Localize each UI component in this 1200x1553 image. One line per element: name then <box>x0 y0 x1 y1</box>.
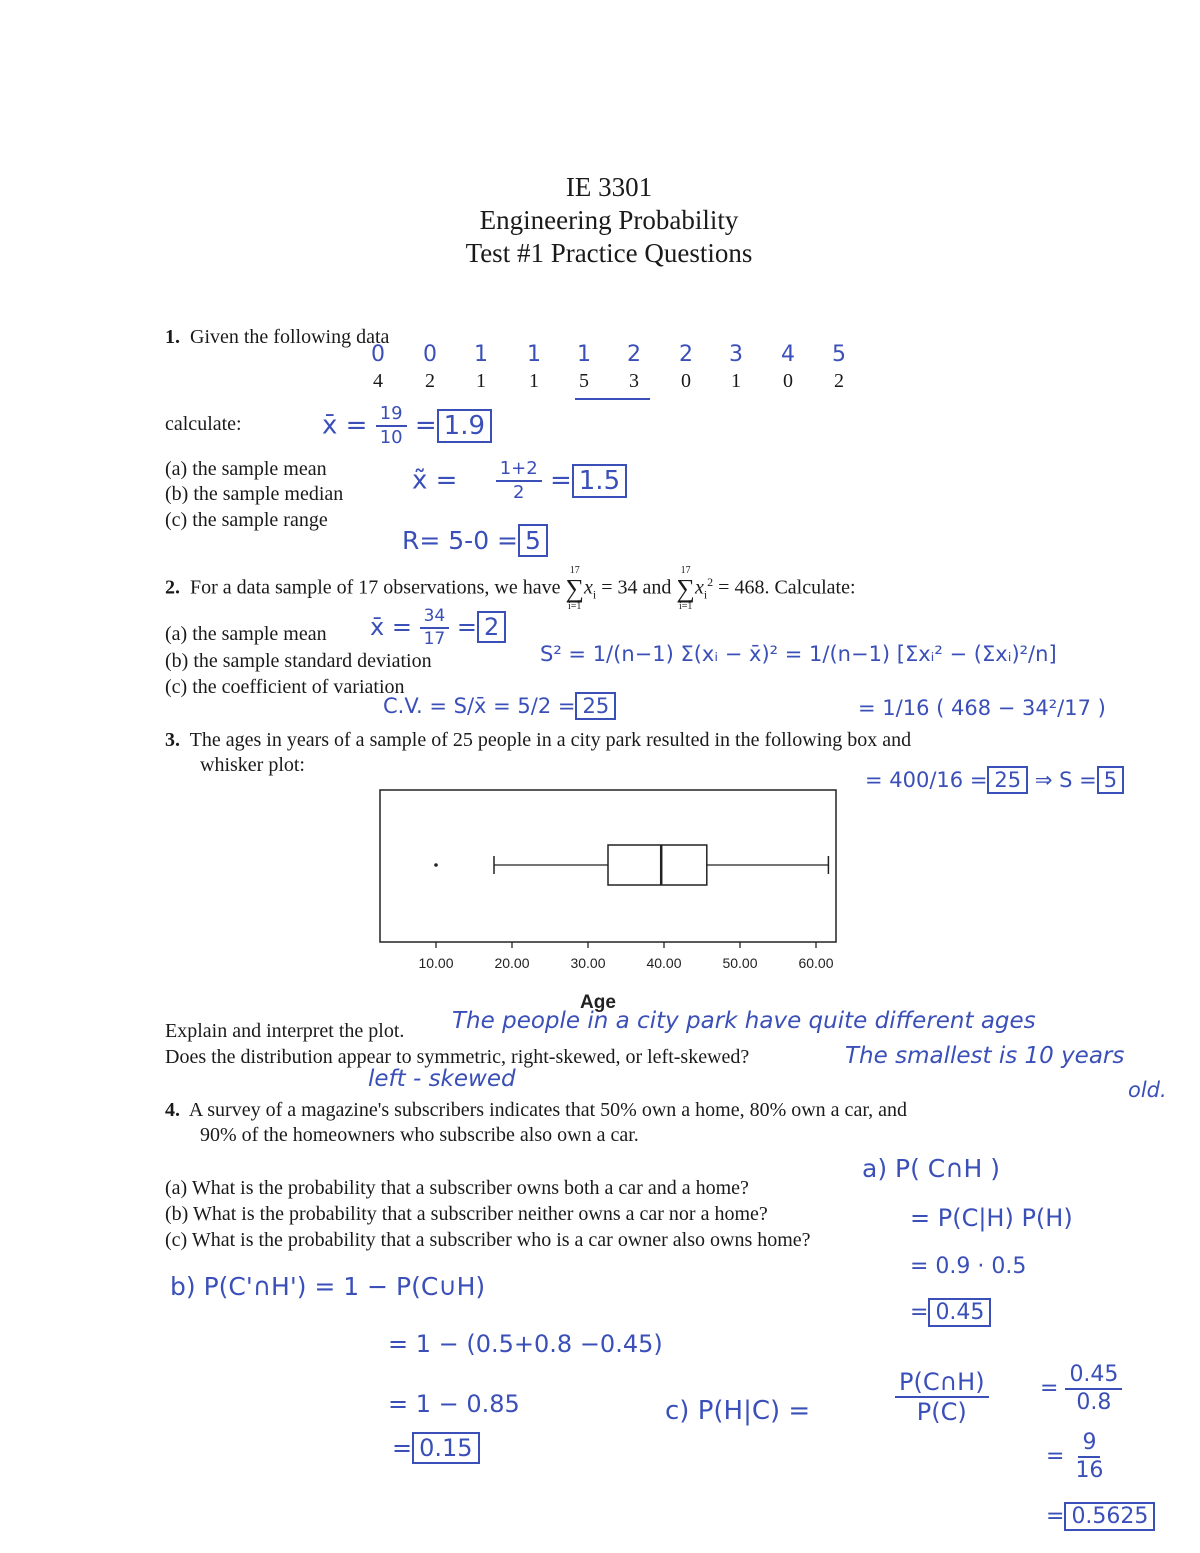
box-plot <box>370 780 850 1020</box>
q1-median-answer: 1.5 <box>572 464 627 498</box>
q1-data-value: 1 <box>731 370 741 392</box>
q1-data-value: 0 <box>681 370 691 392</box>
q1-data-value: 1 <box>476 370 486 392</box>
q1-sorted-value: 1 <box>577 342 591 367</box>
x-axis-label: Age <box>580 992 616 1013</box>
q4-part-a: (a) What is the probability that a subscriber owns both a car and a home? <box>165 1177 749 1199</box>
q1-data-value: 2 <box>834 370 844 392</box>
q1-data-value: 4 <box>373 370 383 392</box>
q1-range-answer: 5 <box>518 524 548 557</box>
q4a-line3: = 0.9 · 0.5 <box>910 1254 1027 1279</box>
x-tick-label: 10.00 <box>418 955 454 971</box>
q2-variance-line3: = 400/16 = 25 ⇒ S = 5 <box>865 768 1124 792</box>
q1-sorted-value: 0 <box>423 342 437 367</box>
outlier-point <box>434 863 438 867</box>
q1-range-work: R= 5-0 = 5 <box>402 526 548 555</box>
q4a-answer: 0.45 <box>928 1298 991 1327</box>
q4c-decimal-fraction: = $\frac{0.45}{0.8}$ <box>1040 1364 1122 1414</box>
q1-data-value: 0 <box>783 370 793 392</box>
x-tick-label: 30.00 <box>570 955 606 971</box>
q2-prompt: 2. For a data sample of 17 observations, we have 17 ∑ i=1 $x_i = 34$ and 17 ∑ i=1 $x_i^2 = 468$. Calculate: <box>165 565 856 612</box>
q1-mean-answer: 1.9 <box>437 409 492 443</box>
course-title: Engineering Probability <box>479 205 739 235</box>
x-tick-label: 50.00 <box>722 955 758 971</box>
q2-mean-work: x̄ = $\frac{34}{17}$ = 2 <box>370 608 506 648</box>
q4-prompt-line1: 4. A survey of a magazine's subscribers indicates that 50% own a home, 80% own a car, and <box>165 1099 908 1121</box>
q1-mean-work: x̄ = $\frac{19}{10}$ = 1.9 <box>322 405 492 447</box>
q1-sorted-value: 2 <box>679 342 693 367</box>
q1-sorted-value: 4 <box>781 342 795 367</box>
q2-cv-work: C.V. = S/x̄ = 5/2 = 25 <box>383 694 616 718</box>
q4-part-b: (b) What is the probability that a subscriber neither owns a car nor a home? <box>165 1203 768 1225</box>
q1-sorted-value: 1 <box>474 342 488 367</box>
q3-smallest-note-end: old. <box>1128 1078 1167 1102</box>
q3-explain-answer: The people in a city park have quite different ages <box>452 1008 1036 1034</box>
q4-part-c: (c) What is the probability that a subscriber who is a car owner also owns home? <box>165 1229 811 1251</box>
q3-skew-answer: left - skewed <box>368 1066 516 1092</box>
q2-variance-line1: S² = 1/(n−1) Σ(xᵢ − x̄)² = 1/(n−1) [Σxᵢ² − (Σxᵢ)²/n] <box>540 642 1057 666</box>
q4b-line3: = 1 − 0.85 <box>388 1390 520 1418</box>
q3-smallest-note: The smallest is 10 years <box>845 1043 1125 1069</box>
q4a-line2: = P(C|H) P(H) <box>910 1204 1073 1232</box>
q2-part-c: (c) the coefficient of variation <box>165 676 405 698</box>
q4c-simplified-fraction: = $\frac{9}{16}$ <box>1046 1430 1104 1483</box>
q1-prompt: 1. Given the following data <box>165 326 390 348</box>
q4c-fraction: $\frac{P(C\cap H)}{P(C)}$ <box>895 1370 989 1424</box>
q4b-line2: = 1 − (0.5+0.8 −0.45) <box>388 1330 663 1358</box>
q2-variance-answer: 25 <box>987 766 1028 794</box>
q3-prompt-line2: whisker plot: <box>200 754 305 776</box>
q1-sorted-value: 5 <box>832 342 846 367</box>
q2-mean-answer: 2 <box>477 611 506 643</box>
q1-median-work: x̃ = $\frac{1+2}{2}$ = 1.5 <box>412 460 627 502</box>
q1-sorted-value: 3 <box>729 342 743 367</box>
x-tick-label: 60.00 <box>798 955 834 971</box>
x-tick-label: 40.00 <box>646 955 682 971</box>
q2-cv-answer: 25 <box>575 692 616 720</box>
q1-sorted-value: 2 <box>627 342 641 367</box>
q1-part-a: (a) the sample mean <box>165 458 327 480</box>
q1-data-value: 1 <box>529 370 539 392</box>
q2-variance-line2: = 1/16 ( 468 − 34²/17 ) <box>858 696 1106 720</box>
q1-part-b: (b) the sample median <box>165 483 344 505</box>
q2-part-b: (b) the sample standard deviation <box>165 650 432 672</box>
q4b-line1: b) P(C'∩H') = 1 − P(C∪H) <box>170 1272 486 1301</box>
q4c-lhs: c) P(H|C) = <box>665 1396 811 1426</box>
q1-part-c: (c) the sample range <box>165 509 328 531</box>
q4c-answer-line: = 0.5625 <box>1046 1504 1155 1529</box>
q1-data-value: 3 <box>629 370 639 392</box>
underline-mark <box>575 398 650 400</box>
q1-calculate: calculate: <box>165 413 242 435</box>
q4a-answer-line: = 0.45 <box>910 1300 991 1325</box>
q2-sd-answer: 5 <box>1097 766 1124 794</box>
x-tick-label: 20.00 <box>494 955 530 971</box>
q1-sorted-value: 1 <box>527 342 541 367</box>
q3-prompt-line1: 3. The ages in years of a sample of 25 people in a city park resulted in the following box and <box>165 729 912 751</box>
q3-explain-label: Explain and interpret the plot. <box>165 1020 405 1042</box>
iqr-box <box>608 845 707 885</box>
q4-prompt-line2: 90% of the homeowners who subscribe also own a car. <box>200 1124 639 1146</box>
q1-data-value: 5 <box>579 370 589 392</box>
q4b-answer-line: = 0.15 <box>392 1434 480 1462</box>
q1-sorted-value: 0 <box>371 342 385 367</box>
q1-data-value: 2 <box>425 370 435 392</box>
course-code: IE 3301 <box>565 172 653 202</box>
q4b-answer: 0.15 <box>412 1432 479 1464</box>
q3-distribution-question: Does the distribution appear to symmetric, right-skewed, or left-skewed? <box>165 1046 750 1068</box>
q4c-answer: 0.5625 <box>1064 1502 1155 1531</box>
q4a-line1: a) P( C∩H ) <box>862 1154 1001 1183</box>
q2-part-a: (a) the sample mean <box>165 623 327 645</box>
test-title: Test #1 Practice Questions <box>465 238 753 268</box>
